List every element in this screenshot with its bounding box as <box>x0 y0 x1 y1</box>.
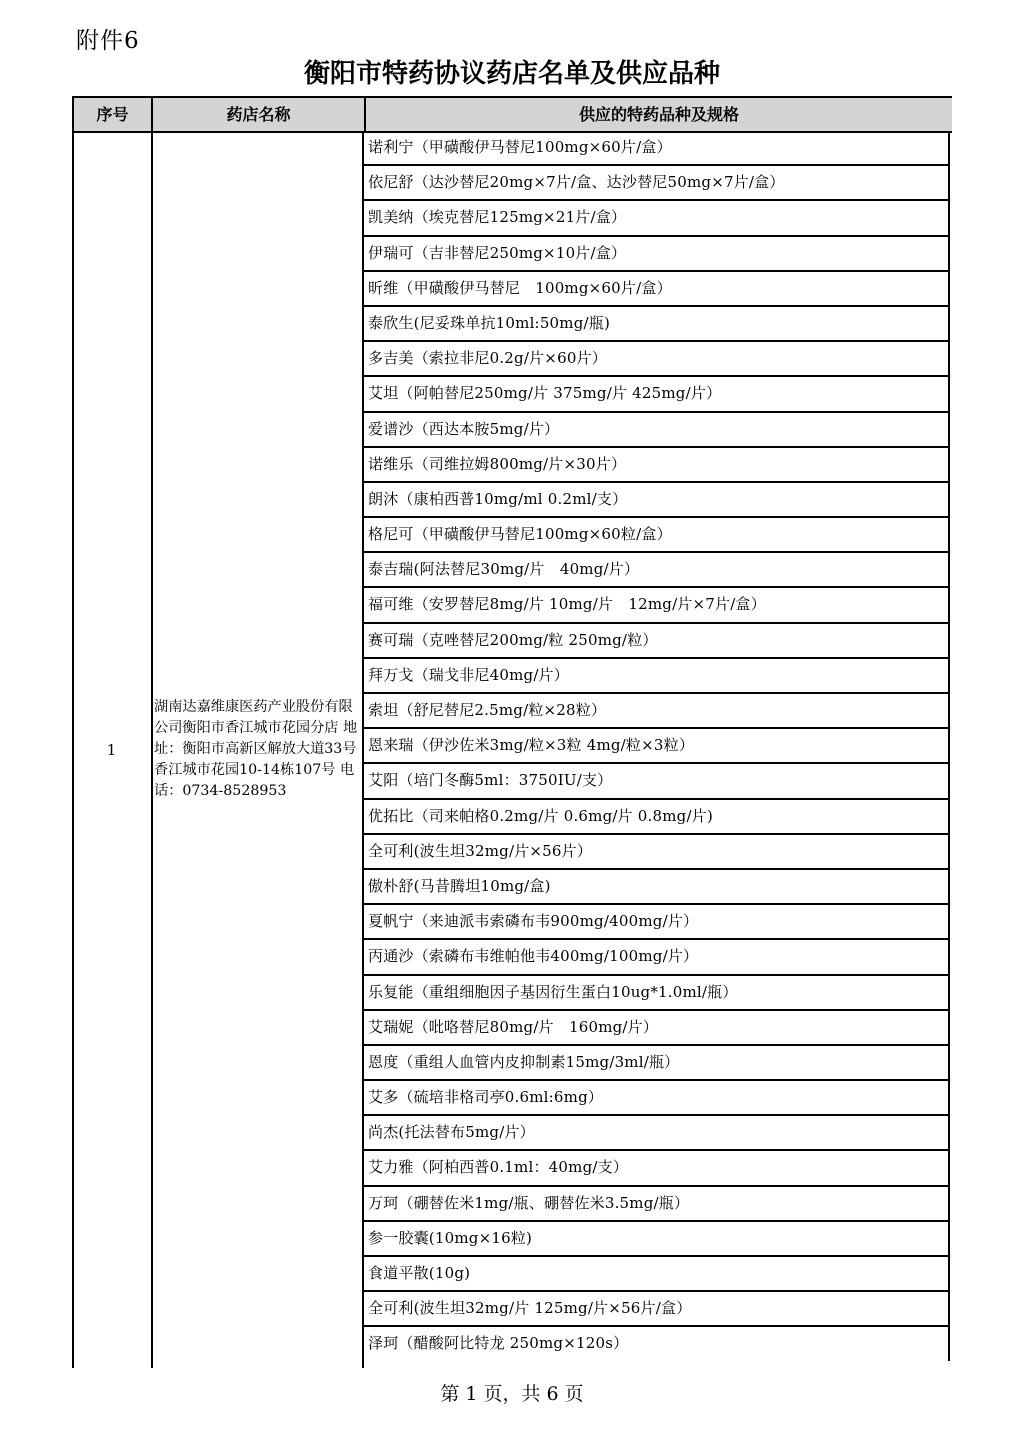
product-spec-text: 全可利(波生坦32mg/片 125mg/片×56片/盒） <box>368 1299 692 1318</box>
product-row <box>364 448 950 483</box>
product-spec-text: 艾阳（培门冬酶5ml：3750IU/支） <box>368 771 613 790</box>
product-row <box>364 307 950 342</box>
product-spec-text: 诺维乐（司维拉姆800mg/片×30片） <box>368 454 627 473</box>
product-row <box>364 201 950 236</box>
product-row <box>364 976 950 1011</box>
product-row <box>364 729 950 764</box>
product-spec-text: 优拓比（司来帕格0.2mg/片 0.6mg/片 0.8mg/片) <box>368 806 713 825</box>
product-row <box>364 272 950 307</box>
product-spec-text: 泽珂（醋酸阿比特龙 250mg×120s） <box>368 1334 629 1353</box>
product-row <box>364 800 950 835</box>
product-spec-text: 凯美纳（埃克替尼125mg×21片/盒） <box>368 208 627 227</box>
product-row <box>364 870 950 905</box>
product-row <box>364 483 950 518</box>
product-row <box>364 413 950 448</box>
product-spec-text: 格尼可（甲磺酸伊马替尼100mg×60粒/盒） <box>368 525 672 544</box>
product-spec-text: 拜万戈（瑞戈非尼40mg/片） <box>368 665 569 684</box>
product-row <box>364 377 950 412</box>
product-spec-text: 丙通沙（索磷布韦维帕他韦400mg/100mg/片） <box>368 947 699 966</box>
product-spec-text: 艾坦（阿帕替尼250mg/片 375mg/片 425mg/片） <box>368 384 722 403</box>
table-header-row <box>72 96 952 133</box>
product-row <box>364 131 950 166</box>
product-spec-text: 全可利(波生坦32mg/片×56片） <box>368 841 593 860</box>
product-row <box>364 553 950 588</box>
product-spec-text: 索坦（舒尼替尼2.5mg/粒×28粒） <box>368 701 607 719</box>
product-row <box>364 342 950 377</box>
product-row <box>364 1046 950 1081</box>
product-row <box>364 1292 950 1327</box>
product-spec-text: 福可维（安罗替尼8mg/片 10mg/片 12mg/片×7片/盒） <box>368 595 766 614</box>
product-row <box>364 1081 950 1116</box>
store-name-text: 湖南达嘉维康医药产业股份有限公司衡阳市香江城市花园分店 地址：衡阳市高新区解放大道33号香江城市花园10-14栋107号 电话：0734-8528953 <box>154 699 358 799</box>
product-row <box>364 166 950 201</box>
product-row <box>364 1116 950 1151</box>
product-spec-text: 万珂（硼替佐米1mg/瓶、硼替佐米3.5mg/瓶） <box>368 1193 690 1212</box>
product-row <box>364 624 950 659</box>
header-products: 供应的特药品种及规格 <box>578 105 739 124</box>
product-row <box>364 1222 950 1257</box>
product-spec-text: 艾力雅（阿柏西普0.1ml：40mg/支） <box>368 1158 629 1177</box>
product-row <box>364 1011 950 1046</box>
product-row <box>364 1257 950 1292</box>
product-spec-text: 昕维（甲磺酸伊马替尼 100mg×60片/盒） <box>368 278 672 297</box>
product-spec-text: 泰欣生(尼妥珠单抗10ml:50mg/瓶) <box>368 313 611 332</box>
product-spec-text: 参一胶囊(10mg×16粒) <box>368 1228 533 1247</box>
product-spec-text: 食道平散(10g) <box>368 1264 471 1282</box>
product-spec-text: 多吉美（索拉非尼0.2g/片×60片） <box>368 349 607 368</box>
product-row <box>364 659 950 694</box>
header-store-name: 药店名称 <box>153 98 366 131</box>
product-row <box>364 1187 950 1222</box>
product-spec-text: 赛可瑞（克唑替尼200mg/粒 250mg/粒） <box>368 630 658 649</box>
store-name-cell <box>153 131 362 1368</box>
product-spec-text: 夏帆宁（来迪派韦索磷布韦900mg/400mg/片） <box>368 912 699 931</box>
product-spec-text: 诺利宁（甲磺酸伊马替尼100mg×60片/盒） <box>368 138 672 156</box>
product-spec-text: 爱谱沙（西达本胺5mg/片） <box>368 419 560 438</box>
seq-cell: 1 <box>106 740 117 759</box>
page-footer: 第 1 页，共 6 页 <box>440 1383 584 1405</box>
product-row <box>364 588 950 623</box>
product-spec-text: 艾瑞妮（吡咯替尼80mg/片 160mg/片） <box>368 1017 659 1036</box>
attachment-label: 附件6 <box>76 28 140 54</box>
product-row <box>364 518 950 553</box>
product-row <box>364 905 950 940</box>
product-row <box>364 694 950 729</box>
product-row <box>364 1327 950 1360</box>
product-row <box>364 764 950 799</box>
product-spec-text: 尚杰(托法替布5mg/片） <box>368 1123 535 1142</box>
product-spec-text: 泰吉瑞(阿法替尼30mg/片 40mg/片） <box>368 560 640 579</box>
product-spec-text: 依尼舒（达沙替尼20mg×7片/盒、达沙替尼50mg×7片/盒） <box>368 173 785 192</box>
product-spec-text: 傲朴舒(马昔腾坦10mg/盒) <box>368 876 551 895</box>
product-spec-text: 恩度（重组人血管内皮抑制素15mg/3ml/瓶） <box>368 1052 680 1071</box>
product-row <box>364 940 950 975</box>
product-row <box>364 1151 950 1186</box>
document-title: 衡阳市特药协议药店名单及供应品种 <box>303 59 720 89</box>
pharmacy-table <box>72 96 952 1368</box>
header-seq: 序号 <box>74 98 153 131</box>
product-list <box>364 131 950 1361</box>
product-spec-text: 艾多（硫培非格司亭0.6ml:6mg） <box>368 1088 604 1107</box>
product-spec-text: 恩来瑞（伊沙佐米3mg/粒×3粒 4mg/粒×3粒） <box>368 736 695 755</box>
product-row <box>364 835 950 870</box>
product-spec-text: 伊瑞可（吉非替尼250mg×10片/盒） <box>368 243 627 262</box>
product-row <box>364 237 950 272</box>
product-spec-text: 朗沐（康柏西普10mg/ml 0.2ml/支） <box>368 489 628 508</box>
product-spec-text: 乐复能（重组细胞因子基因衍生蛋白10ug*1.0ml/瓶） <box>368 982 738 1001</box>
